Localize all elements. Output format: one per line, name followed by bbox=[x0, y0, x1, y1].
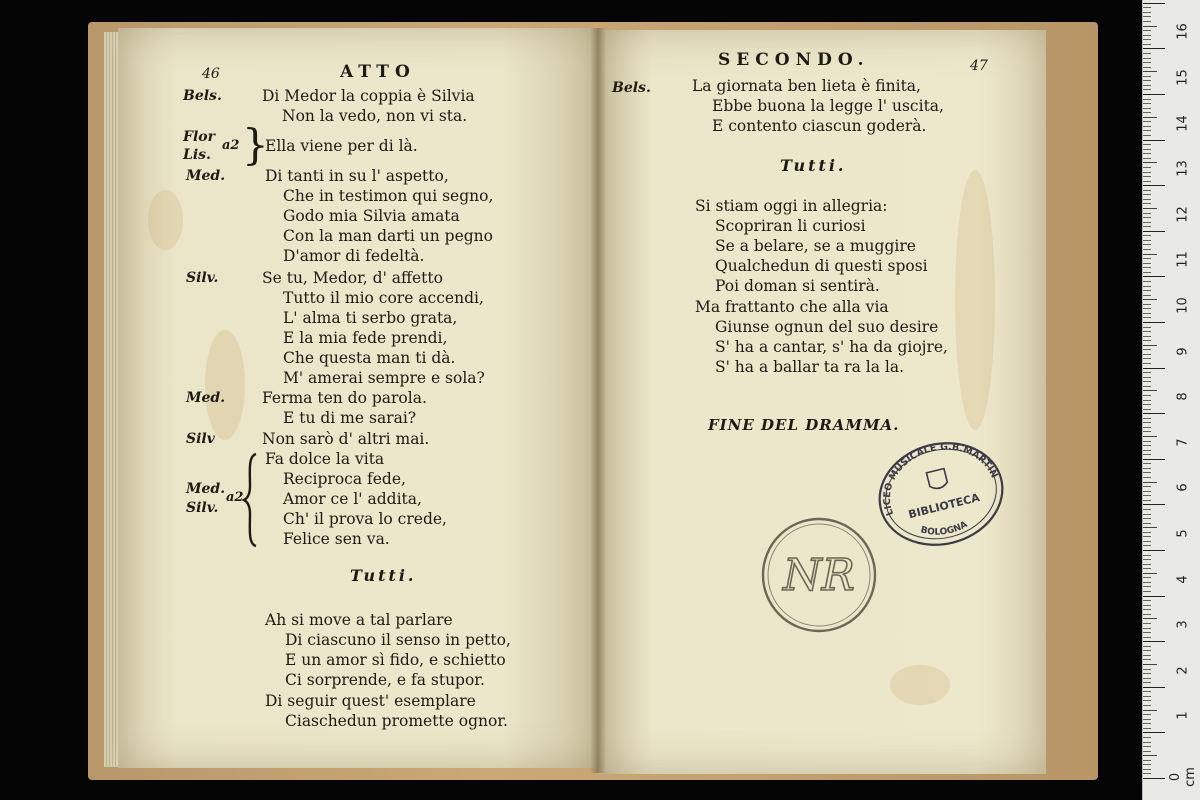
ruler-tick bbox=[1143, 550, 1165, 551]
ruler-tick bbox=[1143, 491, 1151, 492]
ruler-tick bbox=[1143, 99, 1151, 100]
verse-line: Ella viene per di là. bbox=[265, 137, 418, 155]
ruler-tick bbox=[1143, 482, 1157, 483]
ruler-tick bbox=[1143, 500, 1151, 501]
ruler-label: 8 bbox=[1175, 392, 1191, 401]
ruler-tick bbox=[1143, 317, 1151, 318]
ruler-tick bbox=[1143, 327, 1151, 328]
ruler-tick bbox=[1143, 176, 1151, 177]
ruler-tick bbox=[1143, 682, 1151, 683]
ruler-tick bbox=[1143, 71, 1157, 72]
ruler-tick bbox=[1143, 290, 1151, 291]
verse-line: Ma frattanto che alla via bbox=[695, 298, 889, 316]
ruler-tick bbox=[1143, 545, 1151, 546]
ruler-tick bbox=[1143, 623, 1151, 624]
speaker-label: Bels. bbox=[612, 80, 651, 96]
ruler-tick bbox=[1143, 130, 1151, 131]
speaker-label: Med. Silv. bbox=[186, 481, 226, 516]
speaker-label: Bels. bbox=[183, 88, 222, 104]
ruler-tick bbox=[1143, 299, 1157, 300]
verse-line: M' amerai sempre e sola? bbox=[283, 369, 485, 387]
ruler-tick bbox=[1143, 117, 1157, 118]
ruler-tick bbox=[1143, 459, 1165, 460]
ruler-tick bbox=[1143, 203, 1151, 204]
ruler-tick bbox=[1143, 363, 1151, 364]
ruler-tick bbox=[1143, 605, 1151, 606]
verse-line: Se a belare, se a muggire bbox=[715, 237, 916, 255]
ruler-tick bbox=[1143, 254, 1157, 255]
ruler-tick bbox=[1143, 523, 1151, 524]
ruler-tick bbox=[1143, 30, 1151, 31]
ruler-tick bbox=[1143, 76, 1151, 77]
ruler-tick bbox=[1143, 103, 1151, 104]
ruler-tick bbox=[1143, 62, 1151, 63]
ruler-tick bbox=[1143, 89, 1151, 90]
ruler-tick bbox=[1143, 263, 1151, 264]
ruler-tick bbox=[1143, 486, 1151, 487]
ruler-tick bbox=[1143, 85, 1151, 86]
ruler-tick bbox=[1143, 167, 1151, 168]
verse-line: S' ha a cantar, s' ha da giojre, bbox=[715, 338, 948, 356]
ruler-tick bbox=[1143, 600, 1151, 601]
ruler-tick bbox=[1143, 39, 1151, 40]
ruler-tick bbox=[1143, 472, 1151, 473]
ruler-tick bbox=[1143, 276, 1165, 277]
ruler-label: 0 cm bbox=[1168, 767, 1198, 787]
verse-line: Felice sen va. bbox=[283, 530, 390, 548]
ruler-tick bbox=[1143, 737, 1151, 738]
book-gutter bbox=[590, 28, 606, 773]
ruler-tick bbox=[1143, 217, 1151, 218]
verse-line: Ciaschedun promette ognor. bbox=[285, 712, 508, 730]
ruler-tick bbox=[1143, 112, 1151, 113]
ruler-tick bbox=[1143, 568, 1151, 569]
library-stamp bbox=[876, 440, 1006, 548]
ruler-tick bbox=[1143, 710, 1157, 711]
ruler-tick bbox=[1143, 35, 1151, 36]
verse-line: Di seguir quest' esemplare bbox=[265, 692, 476, 710]
ruler-tick bbox=[1143, 53, 1151, 54]
ruler-tick bbox=[1143, 48, 1165, 49]
ruler-tick bbox=[1143, 240, 1151, 241]
ruler-tick bbox=[1143, 345, 1157, 346]
verse-line: Godo mia Silvia amata bbox=[283, 207, 460, 225]
ruler-tick bbox=[1143, 368, 1165, 369]
ruler-label: 10 bbox=[1175, 297, 1191, 314]
a2-marker: a2 bbox=[222, 138, 240, 153]
speaker-label: Med. bbox=[186, 168, 226, 184]
ruler-tick bbox=[1143, 94, 1165, 95]
verse-line: Scopriran li curiosi bbox=[715, 217, 866, 235]
ruler-tick bbox=[1143, 181, 1151, 182]
ruler-tick bbox=[1143, 231, 1165, 232]
verse-line: Di Medor la coppia è Silvia bbox=[262, 87, 475, 105]
ruler-tick bbox=[1143, 445, 1151, 446]
ruler-tick bbox=[1143, 764, 1151, 765]
ruler-label: 5 bbox=[1175, 529, 1191, 538]
verse-line: E contento ciascun goderà. bbox=[712, 117, 927, 135]
ruler-tick bbox=[1143, 153, 1151, 154]
ruler-tick bbox=[1143, 637, 1151, 638]
ruler-tick bbox=[1143, 372, 1151, 373]
ruler-tick bbox=[1143, 381, 1151, 382]
ruler-tick bbox=[1143, 696, 1151, 697]
ruler-tick bbox=[1143, 723, 1151, 724]
ruler-tick bbox=[1143, 477, 1151, 478]
verse-line: Tutto il mio core accendi, bbox=[283, 289, 484, 307]
ruler-tick bbox=[1143, 586, 1151, 587]
verse-line: Ebbe buona la legge l' uscita, bbox=[712, 97, 944, 115]
ruler-tick bbox=[1143, 21, 1151, 22]
ruler-tick bbox=[1143, 67, 1151, 68]
ruler-tick bbox=[1143, 58, 1151, 59]
ruler-tick bbox=[1143, 436, 1157, 437]
ruler-tick bbox=[1143, 454, 1151, 455]
ruler-tick bbox=[1143, 582, 1151, 583]
ruler-tick bbox=[1143, 249, 1151, 250]
ruler-tick bbox=[1143, 172, 1151, 173]
ruler-tick bbox=[1143, 755, 1157, 756]
ruler-label: 13 bbox=[1175, 160, 1191, 177]
ruler-tick bbox=[1143, 431, 1151, 432]
ruler-tick bbox=[1143, 3, 1165, 4]
ruler-tick bbox=[1143, 427, 1151, 428]
crest-icon bbox=[926, 469, 948, 491]
ruler-tick bbox=[1143, 235, 1151, 236]
ruler-tick bbox=[1143, 536, 1151, 537]
ruler-tick bbox=[1143, 746, 1151, 747]
ruler-tick bbox=[1143, 628, 1151, 629]
ruler-tick bbox=[1143, 336, 1151, 337]
ruler-tick bbox=[1143, 395, 1151, 396]
verse-line: S' ha a ballar ta ra la la. bbox=[715, 358, 905, 376]
ruler-tick bbox=[1143, 190, 1151, 191]
ruler-tick bbox=[1143, 559, 1151, 560]
ruler-tick bbox=[1143, 358, 1151, 359]
ruler-tick bbox=[1143, 16, 1151, 17]
ruler-tick bbox=[1143, 591, 1151, 592]
ruler-tick bbox=[1143, 199, 1151, 200]
brace-symbol bbox=[242, 452, 262, 548]
ruler-tick bbox=[1143, 26, 1157, 27]
ruler-tick bbox=[1143, 213, 1151, 214]
verse-line: Che in testimon qui segno, bbox=[283, 187, 494, 205]
ruler-tick bbox=[1143, 641, 1165, 642]
ruler-tick bbox=[1143, 773, 1151, 774]
ruler-tick bbox=[1143, 304, 1151, 305]
stamp-bottom-text: BOLOGNA bbox=[919, 519, 970, 538]
ruler-tick bbox=[1143, 144, 1151, 145]
ruler-tick bbox=[1143, 532, 1151, 533]
ruler-tick bbox=[1143, 135, 1151, 136]
ruler-tick bbox=[1143, 664, 1157, 665]
verse-line: Non la vedo, non vi sta. bbox=[282, 107, 468, 125]
ruler-tick bbox=[1143, 751, 1151, 752]
ruler-tick bbox=[1143, 308, 1151, 309]
verse-line: Ci sorprende, e fa stupor. bbox=[285, 671, 485, 689]
ruler-tick bbox=[1143, 162, 1157, 163]
verse-line: Giunse ognun del suo desire bbox=[715, 318, 939, 336]
ruler-tick bbox=[1143, 632, 1151, 633]
right-page-header: SECONDO. bbox=[718, 50, 870, 70]
ruler-tick bbox=[1143, 158, 1151, 159]
ruler-label: 3 bbox=[1175, 620, 1191, 629]
verse-line: E la mia fede prendi, bbox=[283, 329, 448, 347]
ruler-tick bbox=[1143, 121, 1151, 122]
ruler-tick bbox=[1143, 609, 1151, 610]
ruler-tick bbox=[1143, 687, 1165, 688]
measurement-ruler bbox=[1142, 0, 1200, 800]
ruler-tick bbox=[1143, 714, 1151, 715]
verse-line: Ch' il prova lo crede, bbox=[283, 510, 447, 528]
ruler-tick bbox=[1143, 340, 1151, 341]
left-page-header: ATTO bbox=[340, 62, 416, 82]
ruler-tick bbox=[1143, 272, 1151, 273]
ruler-tick bbox=[1143, 728, 1151, 729]
ruler-tick bbox=[1143, 258, 1151, 259]
monogram-stamp bbox=[760, 516, 878, 634]
paper-stain bbox=[148, 190, 183, 250]
verse-line: Poi doman si sentirà. bbox=[715, 277, 880, 295]
monogram-text: NR bbox=[783, 550, 855, 601]
ruler-label: 9 bbox=[1175, 346, 1191, 356]
verse-line: E tu di me sarai? bbox=[283, 409, 417, 427]
ruler-tick bbox=[1143, 7, 1151, 8]
ruler-label: 2 bbox=[1175, 666, 1191, 675]
ruler-tick bbox=[1143, 518, 1151, 519]
ruler-tick bbox=[1143, 267, 1151, 268]
verse-line: Se tu, Medor, d' affetto bbox=[262, 269, 443, 287]
verse-line: L' alma ti serbo grata, bbox=[283, 309, 458, 327]
ruler-tick bbox=[1143, 140, 1165, 141]
ruler-tick bbox=[1143, 44, 1151, 45]
ruler-tick bbox=[1143, 732, 1165, 733]
ruler-tick bbox=[1143, 691, 1151, 692]
ruler-tick bbox=[1143, 244, 1151, 245]
ruler-tick bbox=[1143, 295, 1151, 296]
ruler-tick bbox=[1143, 564, 1151, 565]
paper-stain bbox=[205, 330, 245, 440]
ruler-tick bbox=[1143, 719, 1151, 720]
ruler-tick bbox=[1143, 108, 1151, 109]
ruler-tick bbox=[1143, 618, 1157, 619]
ruler-tick bbox=[1143, 313, 1151, 314]
fine-del-dramma: FINE DEL DRAMMA. bbox=[708, 416, 900, 434]
ruler-tick bbox=[1143, 450, 1151, 451]
ruler-tick bbox=[1143, 281, 1151, 282]
ruler-tick bbox=[1143, 655, 1151, 656]
ruler-tick bbox=[1143, 404, 1151, 405]
ruler-tick bbox=[1143, 185, 1165, 186]
ruler-tick bbox=[1143, 418, 1151, 419]
ruler-tick bbox=[1143, 468, 1151, 469]
ruler-tick bbox=[1143, 778, 1165, 779]
ruler-tick bbox=[1143, 495, 1151, 496]
ruler-tick bbox=[1143, 149, 1151, 150]
ruler-tick bbox=[1143, 222, 1151, 223]
ruler-tick bbox=[1143, 386, 1151, 387]
tutti-heading: Tutti. bbox=[780, 156, 847, 175]
ruler-label: 12 bbox=[1175, 206, 1191, 223]
ruler-tick bbox=[1143, 509, 1151, 510]
ruler-tick bbox=[1143, 194, 1151, 195]
verse-line: La giornata ben lieta è finita, bbox=[692, 77, 921, 95]
ruler-tick bbox=[1143, 650, 1151, 651]
ruler-tick bbox=[1143, 400, 1151, 401]
ruler-label: 14 bbox=[1175, 114, 1191, 132]
ruler-tick bbox=[1143, 705, 1151, 706]
ruler-tick bbox=[1143, 80, 1151, 81]
ruler-label: 7 bbox=[1175, 438, 1191, 447]
ruler-tick bbox=[1143, 760, 1151, 761]
speaker-label: Flor Lis. bbox=[183, 129, 215, 163]
verse-line: Ah si move a tal parlare bbox=[265, 611, 453, 629]
ruler-tick bbox=[1143, 463, 1151, 464]
ruler-tick bbox=[1143, 742, 1151, 743]
verse-line: Ferma ten do parola. bbox=[262, 389, 427, 407]
verse-line: Amor ce l' addita, bbox=[283, 490, 422, 508]
ruler-tick bbox=[1143, 596, 1165, 597]
ruler-tick bbox=[1143, 331, 1151, 332]
verse-line: D'amor di fedeltà. bbox=[283, 247, 425, 265]
ruler-tick bbox=[1143, 286, 1151, 287]
ruler-tick bbox=[1143, 614, 1151, 615]
ruler-tick bbox=[1143, 322, 1165, 323]
stamp-middle-text: BIBLIOTECA bbox=[907, 491, 981, 522]
ruler-label: 6 bbox=[1175, 483, 1191, 493]
ruler-tick bbox=[1143, 646, 1151, 647]
ruler-tick bbox=[1143, 413, 1165, 414]
ruler-tick bbox=[1143, 555, 1151, 556]
ruler-tick bbox=[1143, 349, 1151, 350]
ruler-tick bbox=[1143, 659, 1151, 660]
verse-line: E un amor sì fido, e schietto bbox=[285, 651, 506, 669]
paper-stain bbox=[890, 665, 950, 705]
ruler-tick bbox=[1143, 577, 1151, 578]
ruler-tick bbox=[1143, 514, 1151, 515]
speaker-label: Silv. bbox=[186, 270, 219, 286]
verse-line: Con la man darti un pegno bbox=[283, 227, 493, 245]
verse-line: Si stiam oggi in allegria: bbox=[695, 197, 888, 215]
ruler-tick bbox=[1143, 441, 1151, 442]
ruler-tick bbox=[1143, 377, 1151, 378]
ruler-tick bbox=[1143, 226, 1151, 227]
verse-line: Fa dolce la vita bbox=[265, 450, 385, 468]
ruler-tick bbox=[1143, 673, 1151, 674]
ruler-tick bbox=[1143, 527, 1157, 528]
ruler-tick bbox=[1143, 700, 1151, 701]
ruler-label: 11 bbox=[1175, 251, 1191, 269]
ruler-tick bbox=[1143, 409, 1151, 410]
page-number-left: 46 bbox=[202, 66, 220, 82]
ruler-tick bbox=[1143, 354, 1151, 355]
verse-line: Qualchedun di questi sposi bbox=[715, 257, 928, 275]
verse-line: Non sarò d' altri mai. bbox=[262, 430, 430, 448]
page-number-right: 47 bbox=[970, 58, 988, 74]
ruler-tick bbox=[1143, 126, 1151, 127]
speaker-label: Silv bbox=[186, 431, 215, 447]
ruler-tick bbox=[1143, 208, 1157, 209]
tutti-heading: Tutti. bbox=[350, 566, 417, 585]
ruler-tick bbox=[1143, 12, 1151, 13]
verse-line: Di tanti in su l' aspetto, bbox=[265, 167, 449, 185]
a2-marker: a2 bbox=[226, 490, 244, 505]
ruler-tick bbox=[1143, 390, 1157, 391]
speaker-label: Med. bbox=[186, 390, 226, 406]
verse-line: Di ciascuno il senso in petto, bbox=[285, 631, 511, 649]
ruler-tick bbox=[1143, 678, 1151, 679]
ruler-tick bbox=[1143, 769, 1151, 770]
ruler-label: 4 bbox=[1175, 574, 1191, 584]
ruler-label: 15 bbox=[1175, 69, 1191, 86]
ruler-tick bbox=[1143, 504, 1165, 505]
verse-line: Che questa man ti dà. bbox=[283, 349, 456, 367]
stamp-top-text: LICEO MUSICALE G.B.MARTINI bbox=[881, 441, 1000, 517]
brace-symbol: } bbox=[242, 120, 269, 169]
ruler-tick bbox=[1143, 669, 1151, 670]
ruler-label: 1 bbox=[1175, 711, 1191, 721]
ruler-tick bbox=[1143, 541, 1151, 542]
verse-line: Reciproca fede, bbox=[283, 470, 406, 488]
ruler-label: 16 bbox=[1175, 23, 1191, 41]
paper-stain bbox=[955, 170, 995, 430]
ruler-tick bbox=[1143, 422, 1151, 423]
ruler-tick bbox=[1143, 573, 1157, 574]
